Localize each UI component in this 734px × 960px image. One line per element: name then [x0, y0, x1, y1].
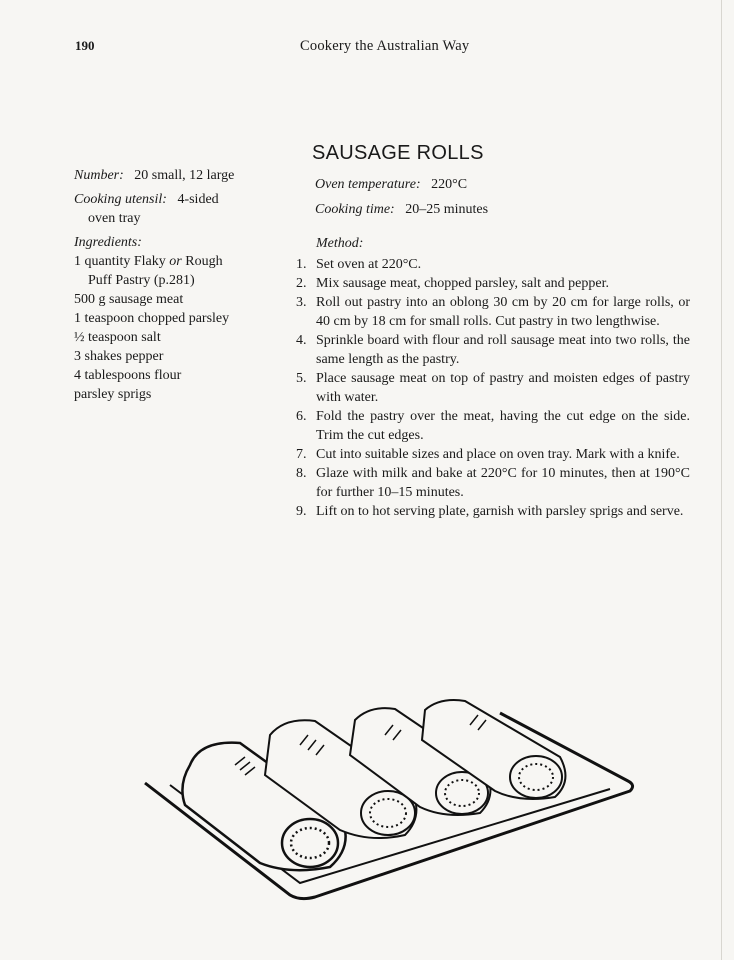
ingredient: 4 tablespoons flour — [74, 368, 182, 383]
step-number: 2. — [296, 276, 307, 291]
step-number: 1. — [296, 257, 307, 272]
method-step — [296, 445, 690, 464]
page-edge — [721, 0, 722, 960]
step-text: Fold the pastry over the meat, having the cut edge on the side. Trim the cut edges. — [316, 409, 690, 443]
page-number: 190 — [75, 38, 95, 53]
sausage-rolls-illustration — [140, 695, 640, 905]
cooking-meta — [315, 172, 488, 222]
step-text: Place sausage meat on top of pastry and moisten edges of pastry with water. — [316, 371, 690, 405]
step-text: Sprinkle board with flour and roll sausage meat into two rolls, the same length as the pastry. — [316, 333, 690, 367]
step-number: 4. — [296, 333, 307, 348]
ingredient: ½ teaspoon salt — [74, 330, 161, 345]
step-text: Roll out pastry into an oblong 30 cm by 20 cm for large rolls, or 40 cm by 18 cm for small rolls. Cut pastry in two lengthwise. — [316, 295, 690, 329]
cooking-time: Cooking time: 20–25 minutes — [315, 202, 489, 217]
method-step — [296, 255, 690, 274]
step-number: 6. — [296, 409, 307, 424]
step-number: 8. — [296, 466, 307, 481]
method-step — [296, 407, 690, 445]
recipe-title: SAUSAGE ROLLS — [312, 142, 484, 164]
method-step — [296, 331, 690, 369]
oven-temperature: Oven temperature: 220°C — [315, 177, 468, 192]
step-text: Glaze with milk and bake at 220°C for 10 minutes, then at 190°C for further 10–15 minutes. — [316, 466, 690, 500]
running-head: Cookery the Australian Way — [300, 38, 470, 54]
ingredient: Puff Pastry (p.281) — [88, 273, 195, 288]
step-number: 5. — [296, 371, 307, 386]
utensil-line-2: oven tray — [88, 211, 141, 226]
step-number: 3. — [296, 295, 307, 310]
method-step — [296, 293, 690, 331]
recipe-info-column — [74, 166, 274, 404]
step-text: Mix sausage meat, chopped parsley, salt and pepper. — [316, 276, 610, 291]
number-line: Number: 20 small, 12 large — [74, 168, 235, 183]
step-number: 7. — [296, 447, 307, 462]
ingredient: 1 quantity Flaky or Rough — [74, 254, 223, 269]
method-step — [296, 369, 690, 407]
step-text: Set oven at 220°C. — [316, 257, 422, 272]
ingredient: 3 shakes pepper — [74, 349, 164, 364]
method-heading: Method: — [316, 236, 364, 251]
method-step — [296, 502, 690, 521]
step-text: Lift on to hot serving plate, garnish with parsley sprigs and serve. — [316, 504, 684, 519]
method-step — [296, 274, 690, 293]
ingredient: parsley sprigs — [74, 387, 152, 402]
step-number: 9. — [296, 504, 307, 519]
step-text: Cut into suitable sizes and place on oven tray. Mark with a knife. — [316, 447, 680, 462]
method-steps — [296, 255, 690, 521]
utensil-line: Cooking utensil: 4-sided — [74, 192, 219, 207]
ingredients-heading: Ingredients: — [74, 235, 142, 250]
method-step — [296, 464, 690, 502]
ingredient: 500 g sausage meat — [74, 292, 184, 307]
ingredient: 1 teaspoon chopped parsley — [74, 311, 230, 326]
